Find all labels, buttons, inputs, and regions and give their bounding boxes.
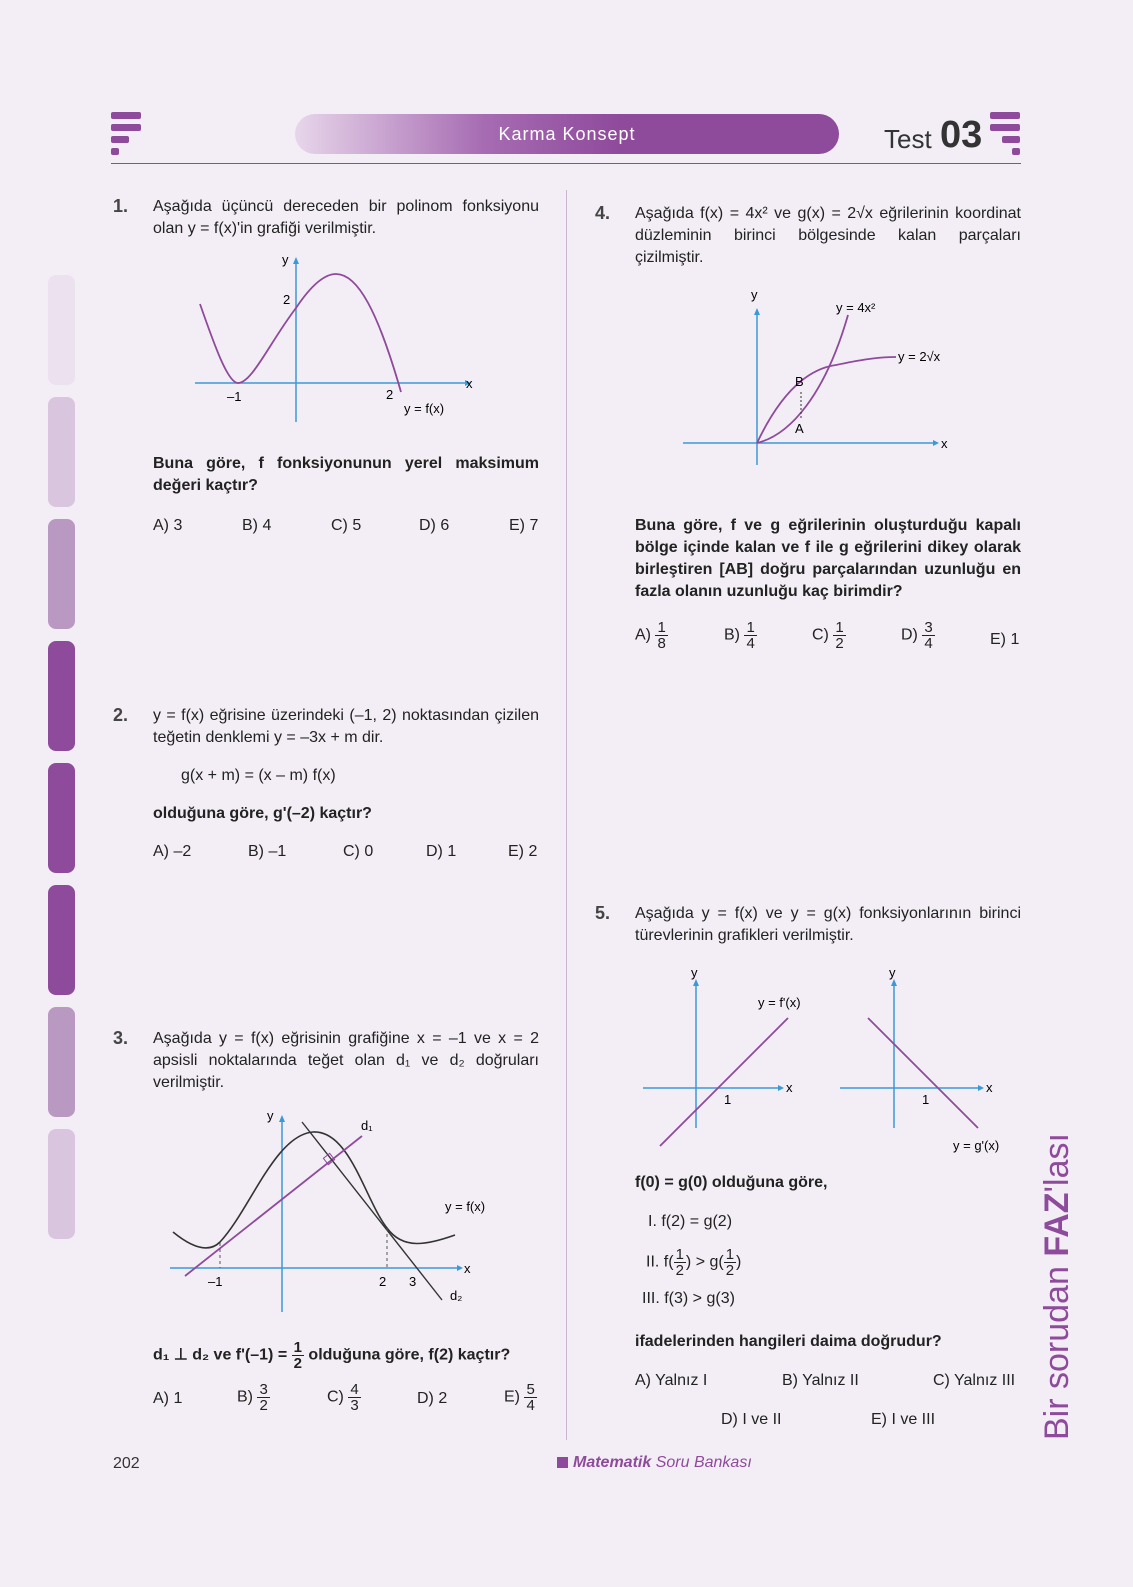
q3-option-e[interactable]	[504, 1382, 537, 1413]
q3-option-b-den: 2	[259, 1397, 268, 1414]
q4-option-c-num: 1	[835, 619, 844, 636]
q4-option-c-frac	[833, 620, 845, 651]
q4-option-b-frac	[744, 620, 756, 651]
q5g-y-label: y	[889, 970, 896, 980]
q3-curve	[173, 1132, 455, 1248]
q4-option-e[interactable]: E) 1	[990, 631, 1020, 648]
page-number: 202	[113, 1455, 140, 1472]
q5g-x-label: x	[986, 1080, 993, 1095]
q4-option-b[interactable]	[724, 620, 757, 651]
q4-number: 4.	[595, 203, 611, 223]
q4-option-a-num: 1	[657, 619, 666, 636]
q1-option-c[interactable]: C) 5	[331, 517, 362, 534]
q1-y-label: y	[282, 252, 289, 267]
q4-question: Buna göre, f ve g eğrilerinin oluşturduğu kapalı bölge içinde kalan ve f ile g eğrilerini dikey olarak birleştiren [AB] doğru parçalarından uzunluğu en fazla olanın uzunluğu kaç birimdir?	[635, 517, 1021, 600]
side-slogan-b: FAZ	[1038, 1192, 1076, 1257]
q3-tick-neg1: –1	[208, 1274, 223, 1289]
q3-option-e-label: E)	[504, 1388, 520, 1406]
q3-y-arrow	[279, 1115, 285, 1122]
q2-option-b[interactable]: B) –1	[248, 843, 287, 860]
q3-frac-num: 1	[293, 1339, 302, 1356]
q3-x-arrow	[457, 1265, 463, 1271]
q4-option-d-label: D)	[901, 626, 918, 644]
book-title-b: Soru Bankası	[655, 1454, 752, 1471]
q3-option-b-frac	[257, 1382, 269, 1413]
q1-curve	[200, 274, 401, 392]
q3-number: 3.	[113, 1028, 129, 1048]
logo-right-3	[1002, 136, 1020, 143]
q1-option-b[interactable]: B) 4	[242, 517, 272, 534]
q2-option-a[interactable]: A) –2	[153, 843, 192, 860]
q3-option-a[interactable]: A) 1	[153, 1390, 183, 1407]
q5-option-e[interactable]: E) I ve III	[871, 1411, 936, 1428]
q4-option-b-label: B)	[724, 626, 740, 644]
side-tab-8	[48, 1129, 75, 1239]
q5g-y-arrow	[891, 979, 897, 986]
q5-s2-frac-1-den: 2	[675, 1262, 684, 1279]
q1-text: Aşağıda üçüncü dereceden bir polinom fonksiyonu olan y = f(x)'in grafiği verilmiştir.	[153, 198, 539, 237]
q4-option-a-den: 8	[657, 635, 666, 652]
side-slogan-c: 'lası	[1038, 1133, 1076, 1193]
q5-statement-2: II. f( $\frac{1}{2}$ ) > g( $\frac{1}{2}$ )	[646, 1246, 742, 1279]
q3-question-post: olduğuna göre, f(2) kaçtır?	[308, 1346, 511, 1364]
side-tab-7	[48, 1007, 75, 1117]
q4-option-c[interactable]	[812, 620, 846, 651]
q5g-line	[868, 1018, 978, 1128]
logo-left-2	[111, 124, 141, 131]
q5-graph-g	[838, 970, 1018, 1160]
q3-tick-3: 3	[409, 1274, 417, 1289]
q4-option-a-frac	[655, 620, 667, 651]
q2-option-c[interactable]: C) 0	[343, 843, 374, 860]
q4-option-b-num: 1	[746, 619, 755, 636]
q3-d2-label: d₂	[450, 1288, 463, 1303]
q3-frac-den: 2	[293, 1355, 302, 1372]
q5-option-b[interactable]: B) Yalnız II	[782, 1372, 859, 1389]
q1-curve-label: y = f(x)	[404, 401, 445, 416]
q5-s2-frac-2	[724, 1247, 736, 1278]
q1-number: 1.	[113, 196, 129, 216]
q1-question: Buna göre, f fonksiyonunun yerel maksimum değeri kaçtır?	[153, 455, 539, 494]
side-tab-3	[48, 519, 75, 629]
q4-g-label: y = 2√x	[898, 349, 941, 364]
q5f-tick-1: 1	[724, 1092, 732, 1107]
side-tab-2	[48, 397, 75, 507]
q5-question: ifadelerinden hangileri daima doğrudur?	[635, 1333, 942, 1350]
q3-option-e-den: 4	[526, 1397, 535, 1414]
q3-curve-label: y = f(x)	[445, 1199, 486, 1214]
q1-option-e[interactable]: E) 7	[509, 517, 539, 534]
book-title	[557, 1454, 752, 1472]
q4-option-d[interactable]	[901, 620, 935, 651]
side-slogan	[1038, 1133, 1077, 1440]
q3-y-label: y	[267, 1110, 274, 1123]
side-tab-5	[48, 763, 75, 873]
q1-tick-neg1: –1	[227, 389, 242, 404]
q3-question-pre: d₁ ⊥ d₂ ve f'(–1) =	[153, 1346, 288, 1364]
q3-question	[153, 1340, 553, 1371]
q4-option-d-num: 3	[924, 619, 933, 636]
q4-option-d-frac	[922, 620, 934, 651]
q4-option-a-label: A)	[635, 626, 651, 644]
q3-option-c-den: 3	[350, 1397, 359, 1414]
q4-option-c-den: 2	[835, 635, 844, 652]
q3-option-c-num: 4	[350, 1381, 359, 1398]
q1-tick-y2: 2	[283, 292, 291, 307]
q5-graph-f	[638, 970, 828, 1150]
q2-number: 2.	[113, 705, 129, 725]
logo-left-3	[111, 136, 129, 143]
q1-option-d[interactable]: D) 6	[419, 517, 450, 534]
q3-d1-label: d₁	[361, 1118, 373, 1133]
logo-left	[111, 112, 141, 119]
book-square-icon	[557, 1457, 568, 1468]
header-title: Karma Konsept	[498, 124, 636, 144]
q1-x-label: x	[466, 376, 473, 391]
q4-option-d-den: 4	[924, 635, 933, 652]
q4-x-arrow	[933, 440, 939, 446]
column-divider	[566, 190, 567, 1440]
q3-d2-line	[302, 1122, 442, 1300]
q3-question-frac	[292, 1340, 304, 1371]
q1-option-a[interactable]: A) 3	[153, 517, 183, 534]
q5f-x-arrow	[778, 1085, 784, 1091]
logo-right	[990, 112, 1020, 119]
q3-option-e-num: 5	[526, 1381, 535, 1398]
q5f-x-label: x	[786, 1080, 793, 1095]
q5-condition: f(0) = g(0) olduğuna göre,	[635, 1174, 828, 1191]
q2-equation: g(x + m) = (x – m) f(x)	[181, 767, 336, 784]
q3-option-d[interactable]: D) 2	[417, 1390, 448, 1407]
side-slogan-a: Bir sorudan	[1038, 1256, 1076, 1440]
q3-tick-2: 2	[379, 1274, 387, 1289]
q5-s2-mid: > g	[695, 1253, 719, 1271]
q3-d1-line	[185, 1136, 362, 1276]
q5-option-c[interactable]: C) Yalnız III	[933, 1372, 1016, 1389]
q1-y-arrow	[293, 257, 299, 264]
q3-graph	[165, 1110, 510, 1320]
q4-option-b-den: 4	[746, 635, 755, 652]
q3-option-c[interactable]	[327, 1382, 361, 1413]
header-banner	[295, 114, 839, 154]
header-rule	[111, 163, 1021, 164]
q1-tick-x2: 2	[386, 387, 394, 402]
q1-graph	[190, 252, 490, 427]
q5f-y-label: y	[691, 970, 698, 980]
q5-statement-1: I. f(2) = g(2)	[648, 1213, 733, 1230]
q5-option-d[interactable]: D) I ve II	[721, 1411, 782, 1428]
q5f-y-arrow	[693, 979, 699, 986]
q4-y-arrow	[754, 308, 760, 315]
q5-s2-frac-2-den: 2	[725, 1262, 735, 1279]
side-tab-1	[48, 275, 75, 385]
test-label: Test	[884, 124, 932, 154]
q2-option-e[interactable]: E) 2	[508, 843, 538, 860]
q2-question: olduğuna göre, g'(–2) kaçtır?	[153, 805, 372, 822]
logo-right-2	[990, 124, 1020, 131]
q4-text: Aşağıda f(x) = 4x² ve g(x) = 2√x eğrilerinin koordinat düzleminin birinci bölgesinde kalan parçaları çizilmiştir.	[635, 205, 1021, 266]
side-tab-6	[48, 885, 75, 995]
q5g-label: y = g'(x)	[953, 1138, 1000, 1153]
q2-option-d[interactable]: D) 1	[426, 843, 457, 860]
q3-option-b-label: B)	[237, 1388, 253, 1406]
q3-option-e-frac	[524, 1382, 536, 1413]
q4-option-a[interactable]	[635, 620, 668, 651]
q5-text: Aşağıda y = f(x) ve y = g(x) fonksiyonlarının birinci türevlerinin grafikleri verilmiştir.	[635, 905, 1021, 944]
q5-s2-frac-2-num: 1	[725, 1246, 735, 1263]
q4-point-a: A	[795, 421, 804, 436]
q4-option-c-label: C)	[812, 626, 829, 644]
q3-text: Aşağıda y = f(x) eğrisinin grafiğine x = –1 ve x = 2 apsisli noktalarında teğet olan d₁ ve d₂ doğruları verilmiştir.	[153, 1030, 539, 1091]
q3-option-b[interactable]	[237, 1382, 270, 1413]
q4-f-label: y = 4x²	[836, 300, 876, 315]
q5-s2-pre: II. f	[646, 1253, 669, 1271]
q3-option-c-label: C)	[327, 1388, 344, 1406]
q3-x-label: x	[464, 1261, 471, 1276]
q5f-line	[660, 1018, 788, 1146]
q4-y-label: y	[751, 287, 758, 302]
logo-right-4	[1012, 148, 1020, 155]
q4-g-curve	[757, 357, 896, 443]
q5-option-a[interactable]: A) Yalnız I	[635, 1372, 708, 1389]
q3-option-b-num: 3	[259, 1381, 268, 1398]
logo-left-4	[111, 148, 119, 155]
q5g-x-arrow	[978, 1085, 984, 1091]
q5-number: 5.	[595, 903, 611, 923]
side-tab-4	[48, 641, 75, 751]
q5-s2-frac-1	[674, 1247, 686, 1278]
q4-graph	[680, 285, 970, 465]
book-title-a: Matematik	[573, 1454, 652, 1471]
q3-option-c-frac	[348, 1382, 360, 1413]
q4-x-label: x	[941, 436, 948, 451]
test-number: 03	[940, 114, 983, 156]
q5f-label: y = f'(x)	[758, 995, 801, 1010]
q4-point-b: B	[795, 374, 804, 389]
q5-s2-frac-1-num: 1	[675, 1246, 684, 1263]
q5-statement-3: III. f(3) > g(3)	[642, 1290, 735, 1307]
q2-text: y = f(x) eğrisine üzerindeki (–1, 2) noktasından çizilen teğetin denklemi y = –3x + m dir.	[153, 707, 539, 746]
q5g-tick-1: 1	[922, 1092, 930, 1107]
